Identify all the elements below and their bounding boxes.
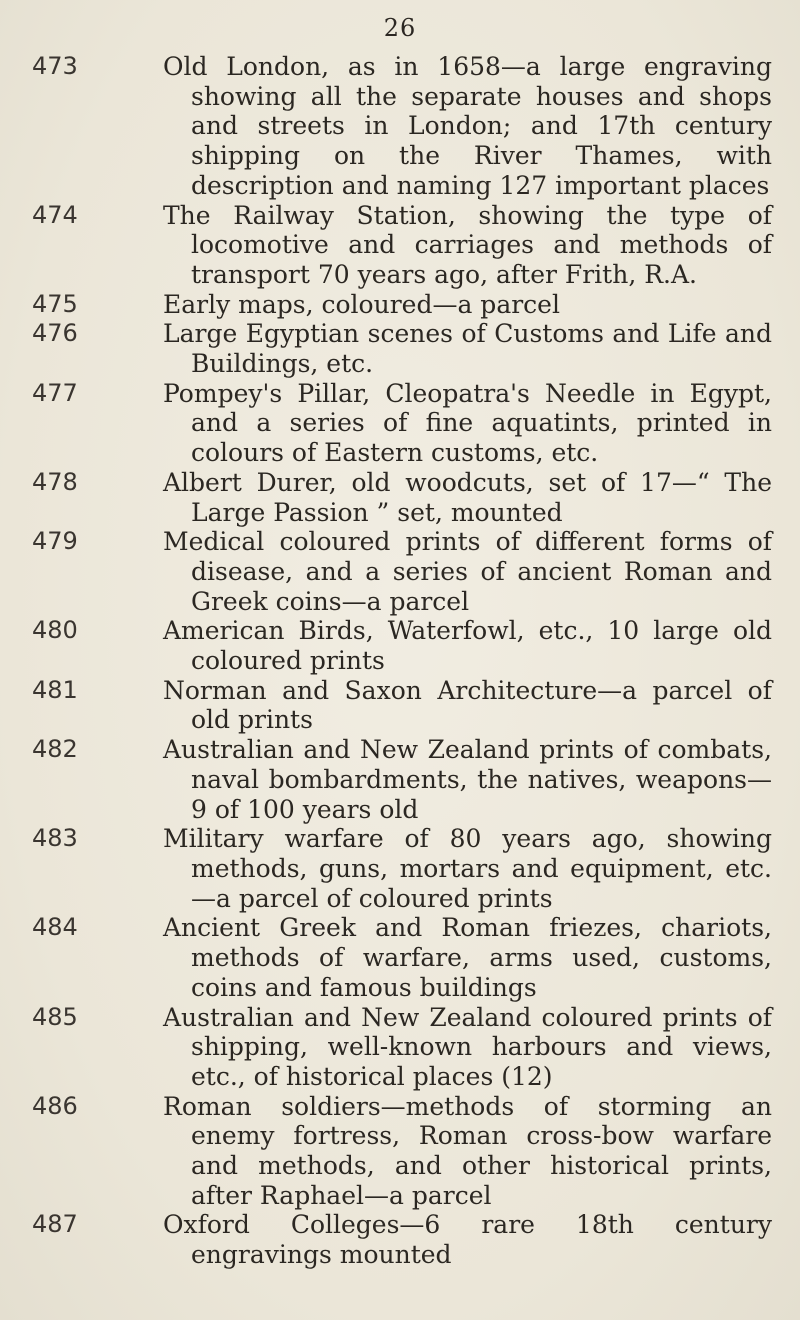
lot-number: 476 [32,319,78,348]
lot-number: 475 [32,289,78,318]
lot-entry [32,319,772,378]
lot-number: 483 [32,824,78,853]
lot-number: 482 [32,735,78,764]
lot-description: American Birds, Waterfowl, etc., 10 large old coloured prints [163,616,772,676]
lot-number: 474 [32,200,78,229]
lot-number: 478 [32,467,78,496]
lot-description: Large Egyptian scenes of Customs and Life and Buildings, etc. [163,319,772,379]
lot-description: Australian and New Zealand prints of combats, naval bombardments, the natives, weapons—9 of 100 years old [163,735,772,824]
lot-entry [32,735,772,824]
lot-entry [32,913,772,1002]
lot-description: Norman and Saxon Architecture—a parcel of old prints [163,675,772,735]
lot-entry [32,290,772,320]
lot-number: 473 [32,52,78,80]
lot-entry [32,676,772,735]
lot-entry [32,824,772,913]
lot-description: Old London, as in 1658—a large engraving showing all the separate houses and shops and streets in London; and 17th century shipping on the River Thames, with description and naming 127 important places [163,52,772,200]
lot-description: Ancient Greek and Roman friezes, chariots, methods of warfare, arms used, customs, coins and famous buildings [163,913,772,1002]
lot-entry [32,1003,772,1092]
lot-number: 485 [32,1002,78,1031]
lot-number: 479 [32,527,78,556]
lot-description: Early maps, coloured—a parcel [163,289,560,319]
lot-entry [32,379,772,468]
lot-description: Medical coloured prints of different forms of disease, and a series of ancient Roman and Greek coins—a parcel [163,527,772,616]
lot-description: Pompey's Pillar, Cleopatra's Needle in Egypt, and a series of fine aquatints, printed in colours of Eastern customs, etc. [163,378,772,468]
lot-description: Oxford Colleges—6 rare 18th century engravings mounted [163,1210,772,1270]
lot-entry [32,1210,772,1269]
lot-list [32,52,772,1270]
lot-entry [32,201,772,290]
lot-entry [32,468,772,527]
lot-description: Albert Durer, old woodcuts, set of 17—“ The Large Passion ” set, mounted [163,467,772,527]
lot-description: The Railway Station, showing the type of locomotive and carriages and methods of transport 70 years ago, after Frith, R.A. [163,200,772,289]
lot-number: 484 [32,913,78,942]
lot-number: 487 [32,1210,78,1239]
lot-entry [32,1092,772,1211]
lot-number: 477 [32,378,78,407]
page-number: 26 [383,14,417,42]
lot-number: 480 [32,616,78,645]
lot-description: Roman soldiers—methods of storming an enemy fortress, Roman cross-bow warfare and methods, and other historical prints, after Raphael—a parcel [163,1091,772,1210]
lot-number: 486 [32,1091,78,1120]
lot-description: Australian and New Zealand coloured prints of shipping, well-known harbours and views, etc., of historical places (12) [163,1002,772,1091]
lot-entry [32,52,772,201]
lot-entry [32,616,772,675]
lot-number: 481 [32,675,78,704]
lot-description: Military warfare of 80 years ago, showing methods, guns, mortars and equipment, etc.—a parcel of coloured prints [163,824,772,913]
lot-entry [32,527,772,616]
